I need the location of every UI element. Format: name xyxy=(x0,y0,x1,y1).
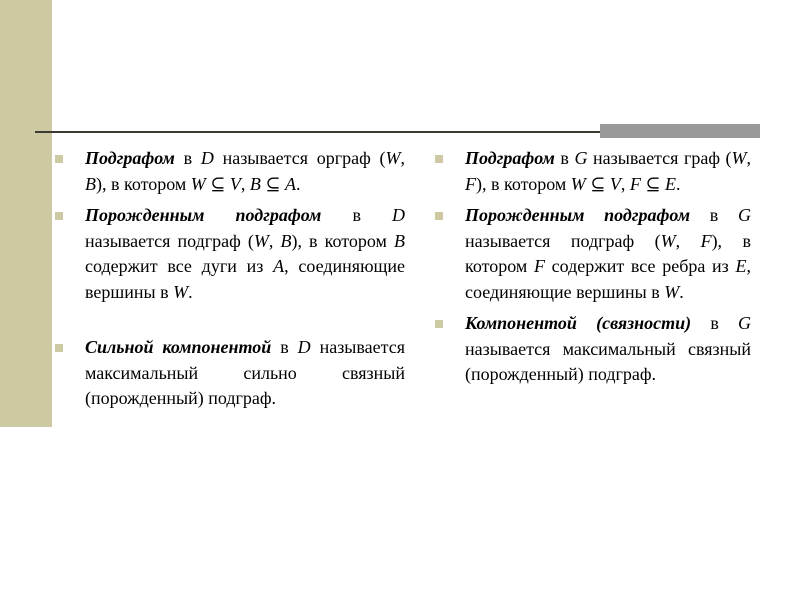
definition-text: ⊆ xyxy=(585,173,610,194)
math-symbol: W xyxy=(731,148,747,168)
math-symbol: A xyxy=(273,256,285,276)
math-symbol: V xyxy=(609,173,621,194)
bullet-icon xyxy=(55,155,63,163)
definition-text: в xyxy=(174,148,201,168)
math-symbol: F xyxy=(533,256,545,276)
definition-text: . xyxy=(295,173,301,194)
definition-term: Компонентой (связности) xyxy=(465,313,692,333)
math-symbol: F xyxy=(629,173,641,194)
decorative-side-bar xyxy=(0,0,52,427)
math-symbol: W xyxy=(173,281,189,302)
bullet-icon xyxy=(435,212,443,220)
definition-term: Подграфом xyxy=(85,148,175,168)
definition-text: ⊆ xyxy=(205,173,230,194)
definition-text: ), в котором xyxy=(96,173,191,194)
math-symbol: W xyxy=(253,230,269,251)
math-symbol: G xyxy=(738,205,751,225)
definition-text: , xyxy=(620,173,630,194)
definition-text: называется орграф ( xyxy=(213,148,386,168)
math-symbol: V xyxy=(229,173,241,194)
math-symbol: B xyxy=(85,173,96,194)
math-symbol: A xyxy=(284,173,296,194)
math-symbol: D xyxy=(392,205,406,225)
math-symbol: G xyxy=(574,148,588,168)
definition-text: ), в котором xyxy=(476,173,571,194)
definition-text: , xyxy=(746,148,752,168)
definition-text: , соединяющие вершины в xyxy=(465,256,751,302)
math-symbol: W xyxy=(664,281,680,302)
definition-text: . xyxy=(675,173,681,194)
definition-text: называется подграф ( xyxy=(465,230,661,251)
definition-term: Подграфом xyxy=(465,148,555,168)
definition-induced-subgraph-graph xyxy=(435,203,751,305)
definition-text: , xyxy=(400,148,405,168)
math-symbol: W xyxy=(570,173,586,194)
definition-text: . xyxy=(679,281,684,302)
definition-text: , xyxy=(240,173,250,194)
divider-accent-block xyxy=(600,124,760,138)
definition-text: называется подграф ( xyxy=(85,230,254,251)
definition-text: ), в котором xyxy=(291,230,394,251)
definition-term: Порожденным подграфом xyxy=(85,205,322,225)
bullet-icon xyxy=(55,344,63,352)
math-symbol: D xyxy=(297,337,311,357)
definition-text: в xyxy=(691,313,739,333)
bullet-icon xyxy=(435,320,443,328)
definition-text: в xyxy=(321,205,393,225)
definition-text: ), в котором xyxy=(465,230,751,276)
definition-connected-component xyxy=(435,311,751,388)
bullet-icon xyxy=(55,212,63,220)
math-symbol: F xyxy=(700,230,712,251)
math-symbol: W xyxy=(660,230,676,251)
math-symbol: W xyxy=(385,148,401,168)
definition-text: , соединяющие вершины в xyxy=(85,256,406,302)
definition-subgraph-digraph xyxy=(55,146,405,197)
math-symbol: B xyxy=(280,230,292,251)
definition-text: в xyxy=(554,148,575,168)
definition-text: , xyxy=(675,230,701,251)
math-symbol: B xyxy=(249,173,261,194)
math-symbol: B xyxy=(394,230,405,251)
math-symbol: G xyxy=(738,313,752,333)
definition-text: называется граф ( xyxy=(587,148,732,168)
definition-text: в xyxy=(690,205,738,225)
definition-induced-subgraph-digraph xyxy=(55,203,405,305)
definition-subgraph-graph xyxy=(435,146,751,197)
definition-text: содержит все ребра из xyxy=(544,256,736,276)
math-symbol: F xyxy=(465,173,476,194)
definition-text: содержит все дуги из xyxy=(85,256,274,276)
definition-strong-component xyxy=(55,335,405,412)
math-symbol: W xyxy=(190,173,206,194)
definition-term: Сильной компонентой xyxy=(85,337,272,357)
definition-text: называется максимальный сильно связный (порожденный) подграф. xyxy=(85,337,405,408)
definition-text: в xyxy=(271,337,298,357)
definition-text: . xyxy=(188,281,193,302)
definition-term: Порожденным подграфом xyxy=(465,205,691,225)
definition-text: ⊆ xyxy=(640,173,665,194)
right-column xyxy=(435,146,751,394)
math-symbol: E xyxy=(664,173,676,194)
definition-text: , xyxy=(268,230,281,251)
bullet-icon xyxy=(435,155,443,163)
left-column xyxy=(55,146,405,418)
definition-text: называется максимальный связный (порожденный) подграф. xyxy=(465,338,751,384)
math-symbol: D xyxy=(200,148,214,168)
math-symbol: E xyxy=(735,256,747,276)
definition-text: ⊆ xyxy=(260,173,285,194)
